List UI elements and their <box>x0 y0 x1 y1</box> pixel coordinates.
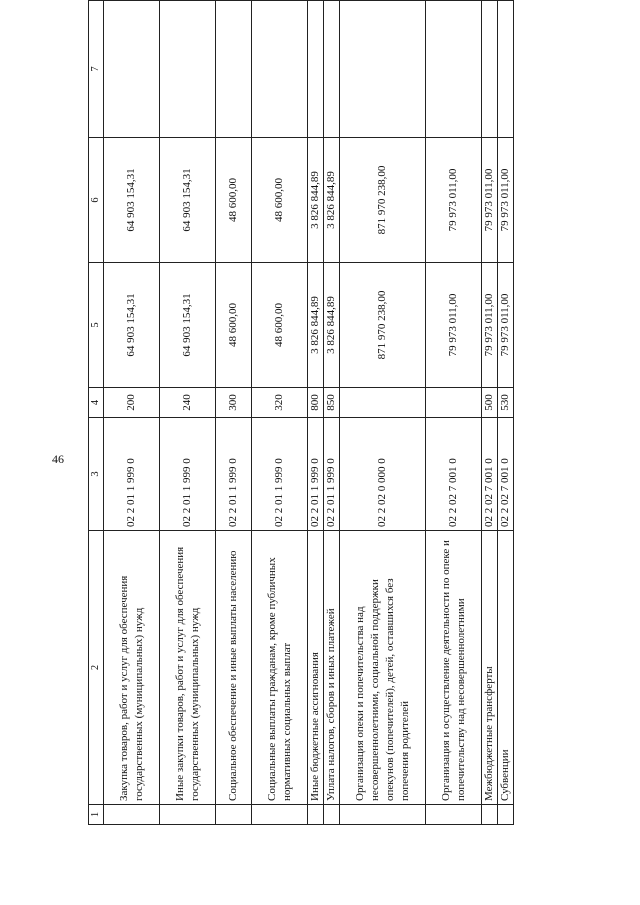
csr-code-cell: 02 2 01 1 999 0 <box>324 418 340 531</box>
col7-cell <box>252 1 308 138</box>
col-1-cell <box>216 805 252 825</box>
amount-col5-cell: 3 826 844,89 <box>308 263 324 388</box>
description-cell: Организация и осуществление деятельности по опеке и попечительству над несовершеннолетними <box>426 531 482 805</box>
amount-col6-cell: 64 903 154,31 <box>104 138 160 263</box>
amount-col5-cell: 48 600,00 <box>216 263 252 388</box>
table-row <box>426 1 482 825</box>
amount-col6-cell: 64 903 154,31 <box>160 138 216 263</box>
csr-code-cell: 02 2 02 7 001 0 <box>498 418 514 531</box>
vr-code-cell: 320 <box>252 388 308 418</box>
col-1-cell <box>308 805 324 825</box>
vr-code-cell: 530 <box>498 388 514 418</box>
vr-code-cell <box>426 388 482 418</box>
col-1-cell <box>324 805 340 825</box>
header-col-4: 4 <box>89 388 104 418</box>
amount-col6-cell: 48 600,00 <box>252 138 308 263</box>
csr-code-cell: 02 2 01 1 999 0 <box>216 418 252 531</box>
header-col-1: 1 <box>89 805 104 825</box>
table-body <box>104 1 514 825</box>
amount-col5-cell: 48 600,00 <box>252 263 308 388</box>
amount-col6-cell: 3 826 844,89 <box>308 138 324 263</box>
csr-code-cell: 02 2 01 1 999 0 <box>308 418 324 531</box>
description-cell: Уплата налогов, сборов и иных платежей <box>324 531 340 805</box>
table-row <box>482 1 498 825</box>
amount-col5-cell: 79 973 011,00 <box>426 263 482 388</box>
vr-code-cell: 800 <box>308 388 324 418</box>
description-cell: Социальное обеспечение и иные выплаты населению <box>216 531 252 805</box>
header-col-5: 5 <box>89 263 104 388</box>
amount-col5-cell: 79 973 011,00 <box>482 263 498 388</box>
col7-cell <box>340 1 426 138</box>
csr-code-cell: 02 2 01 1 999 0 <box>252 418 308 531</box>
col-1-cell <box>104 805 160 825</box>
table-row <box>308 1 324 825</box>
description-cell: Социальные выплаты гражданам, кроме публичных нормативных социальных выплат <box>252 531 308 805</box>
table-row <box>252 1 308 825</box>
vr-code-cell: 240 <box>160 388 216 418</box>
page-number: 46 <box>52 452 64 466</box>
description-cell: Субвенции <box>498 531 514 805</box>
header-col-7: 7 <box>89 1 104 138</box>
amount-col6-cell: 79 973 011,00 <box>426 138 482 263</box>
vr-code-cell: 500 <box>482 388 498 418</box>
col7-cell <box>482 1 498 138</box>
header-col-6: 6 <box>89 138 104 263</box>
col7-cell <box>426 1 482 138</box>
col-1-cell <box>340 805 426 825</box>
amount-col5-cell: 3 826 844,89 <box>324 263 340 388</box>
vr-code-cell: 850 <box>324 388 340 418</box>
col-1-cell <box>482 805 498 825</box>
table-header <box>89 1 104 825</box>
col7-cell <box>104 1 160 138</box>
col-1-cell <box>252 805 308 825</box>
description-cell: Закупка товаров, работ и услуг для обеспечения государственных (муниципальных) нужд <box>104 531 160 805</box>
amount-col5-cell: 871 970 238,00 <box>340 263 426 388</box>
description-cell: Иные закупки товаров, работ и услуг для обеспечения государственных (муниципальных) нужд <box>160 531 216 805</box>
col7-cell <box>216 1 252 138</box>
vr-code-cell: 300 <box>216 388 252 418</box>
table-row <box>340 1 426 825</box>
header-col-3: 3 <box>89 418 104 531</box>
col7-cell <box>308 1 324 138</box>
amount-col5-cell: 79 973 011,00 <box>498 263 514 388</box>
amount-col6-cell: 3 826 844,89 <box>324 138 340 263</box>
description-cell: Организация опеки и попечительства над несовершеннолетними, социальной поддержки опекунов (попечителей), детей, оставшихся без попечения родителей <box>340 531 426 805</box>
amount-col6-cell: 48 600,00 <box>216 138 252 263</box>
table-row <box>498 1 514 825</box>
csr-code-cell: 02 2 01 1 999 0 <box>160 418 216 531</box>
description-cell: Иные бюджетные ассигнования <box>308 531 324 805</box>
amount-col5-cell: 64 903 154,31 <box>160 263 216 388</box>
table-row <box>160 1 216 825</box>
vr-code-cell <box>340 388 426 418</box>
table-row <box>324 1 340 825</box>
csr-code-cell: 02 2 02 0 000 0 <box>340 418 426 531</box>
amount-col6-cell: 79 973 011,00 <box>498 138 514 263</box>
csr-code-cell: 02 2 02 7 001 0 <box>426 418 482 531</box>
header-row <box>89 1 104 825</box>
table-row <box>104 1 160 825</box>
col7-cell <box>160 1 216 138</box>
csr-code-cell: 02 2 02 7 001 0 <box>482 418 498 531</box>
col7-cell <box>324 1 340 138</box>
col-1-cell <box>160 805 216 825</box>
description-cell: Межбюджетные трансферты <box>482 531 498 805</box>
amount-col6-cell: 79 973 011,00 <box>482 138 498 263</box>
amount-col6-cell: 871 970 238,00 <box>340 138 426 263</box>
csr-code-cell: 02 2 01 1 999 0 <box>104 418 160 531</box>
col7-cell <box>498 1 514 138</box>
vr-code-cell: 200 <box>104 388 160 418</box>
budget-table <box>88 0 514 825</box>
table-row <box>216 1 252 825</box>
col-1-cell <box>498 805 514 825</box>
header-col-2: 2 <box>89 531 104 805</box>
col-1-cell <box>426 805 482 825</box>
amount-col5-cell: 64 903 154,31 <box>104 263 160 388</box>
